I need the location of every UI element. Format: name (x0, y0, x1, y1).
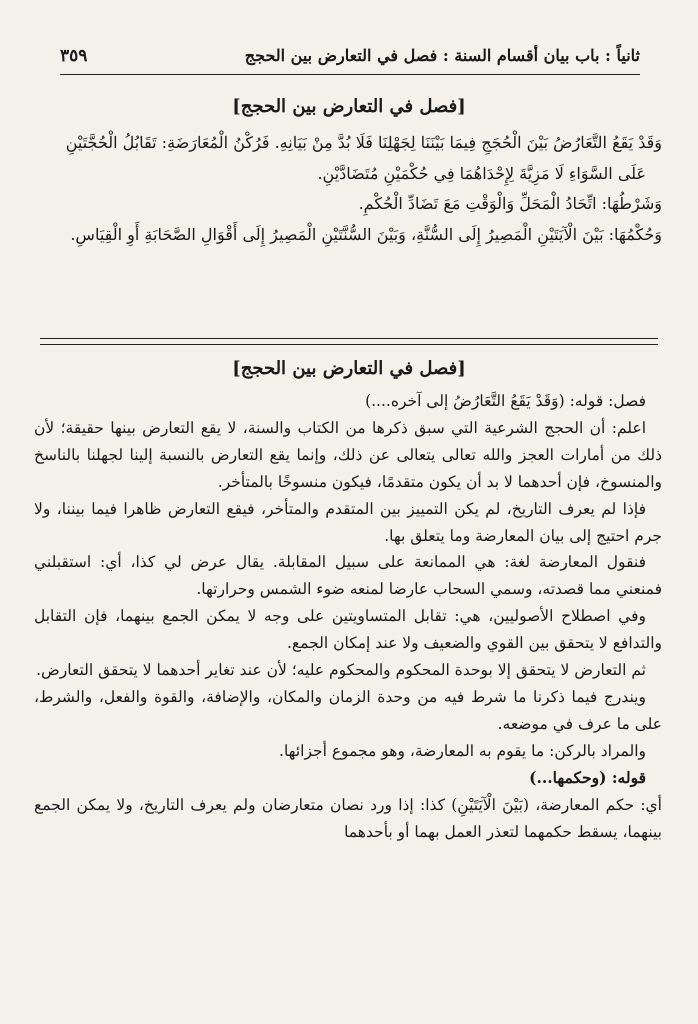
matn-heading: [فصل في التعارض بين الحجج] (232, 96, 466, 117)
matn-line: وَشَرْطُهَا: اتِّحَادُ الْمَحَلِّ وَالْوَقْتِ مَعَ تَضَادِّ الْحُكْمِ. (358, 194, 662, 213)
sharh-heading: [فصل في التعارض بين الحجج] (232, 358, 466, 379)
sharh-paragraph: فنقول المعارضة لغة: هي الممانعة على سبيل المقابلة. يقال عرض لي كذا، أي: استقبلني فمنعني مما قصدته، وسمي السحاب عارضا لمنعه ضوء الشمس وحرارتها. (34, 553, 662, 599)
sharh-paragraph: ثم التعارض لا يتحقق إلا بوحدة المحكوم والمحكوم عليه؛ لأن عند تغاير أحدهما لا يتحقق التعارض. (36, 661, 646, 680)
matn-line: وَحُكْمُهَا: بَيْنَ الْآيَتَيْنِ الْمَصِيرُ إِلَى السُّنَّةِ، وَبَيْنَ السُّنَّتَيْنِ الْمَصِيرُ إِلَى أَقْوَالِ الصَّحَابَةِ أَوِ الْقِيَاسِ. (70, 224, 662, 244)
matn-line: عَلَى السَّوَاءِ لَا مَزِيَّةَ لِإِحْدَاهُمَا فِي حُكْمَيْنِ مُتَضَادَّيْنِ. (317, 163, 646, 183)
running-head (60, 44, 640, 74)
sharh-paragraph: وفي اصطلاح الأصوليين، هي: تقابل المتساويتين على وجه لا يمكن الجمع بينهما، فإن التقابل والتدافع لا يتحقق بين القوي والضعيف ولا عند إمكان الجمع. (34, 607, 662, 653)
matn-line: وَقَدْ يَقَعُ التَّعَارُضُ بَيْنَ الْحُجَجِ فِيمَا بَيْنَنَا لِجَهْلِنَا فَلَا بُدَّ مِنْ بَيَانِهِ. فَرُكْنُ الْمُعَارَضَةِ: تَقَابُلُ الْحُجَّتَيْنِ (65, 133, 662, 152)
sharh-paragraph: اعلم: أن الحجج الشرعية التي سبق ذكرها من الكتاب والسنة، لا يقع التعارض بينها حقيقة؛ لأن ذلك من أمارات العجز والله تعالى يتعالى عن ذلك، وإنما يقع التعارض بالنسبة إلينا لجهلنا بالناسخ والمنسوخ، فإن أحدهما لا بد أن يكون متقدمًا، فيكون منسوخًا بالمتأخر. (34, 418, 662, 491)
sharh-paragraph-bold: قوله: (وحكمها...) (529, 767, 646, 787)
sharh-paragraph: ويندرج فيما ذكرنا ما شرط فيه من وحدة الزمان والمكان، والإضافة، والقوة والفعل، والشرط، على ما عرف في موضعه. (34, 687, 662, 733)
sharh-paragraph: فصل: قوله: (وَقَدْ يَقَعُ التَّعَارُضُ إلى آخره....) (365, 392, 646, 410)
sharh-paragraph: أي: حكم المعارضة، (بَيْنَ الْآيَتَيْنِ) كذا: إذا ورد نصان متعارضان ولم يعرف التاريخ، ولا يمكن الجمع بينهما، يسقط حكمهما لتعذر العمل بهما أو بأحدهما (34, 795, 662, 841)
matn-text (34, 128, 662, 250)
sharh-paragraph: فإذا لم يعرف التاريخ، لم يكن التمييز بين المتقدم والمتأخر، فيقع التعارض ظاهرا فيما بيننا، ولا جرم احتيج إلى بيان المعارضة وما يتعلق بها. (34, 499, 662, 545)
page-number: ٣٥٩ (60, 46, 88, 66)
running-head-title: ثانياً : باب بيان أقسام السنة : فصل في التعارض بين الحجج (244, 46, 640, 65)
sharh-text (34, 388, 662, 845)
section-divider (40, 338, 658, 345)
header-rule (60, 74, 640, 75)
sharh-paragraph: والمراد بالركن: ما يقوم به المعارضة، وهو مجموع أجزائها. (279, 741, 646, 760)
